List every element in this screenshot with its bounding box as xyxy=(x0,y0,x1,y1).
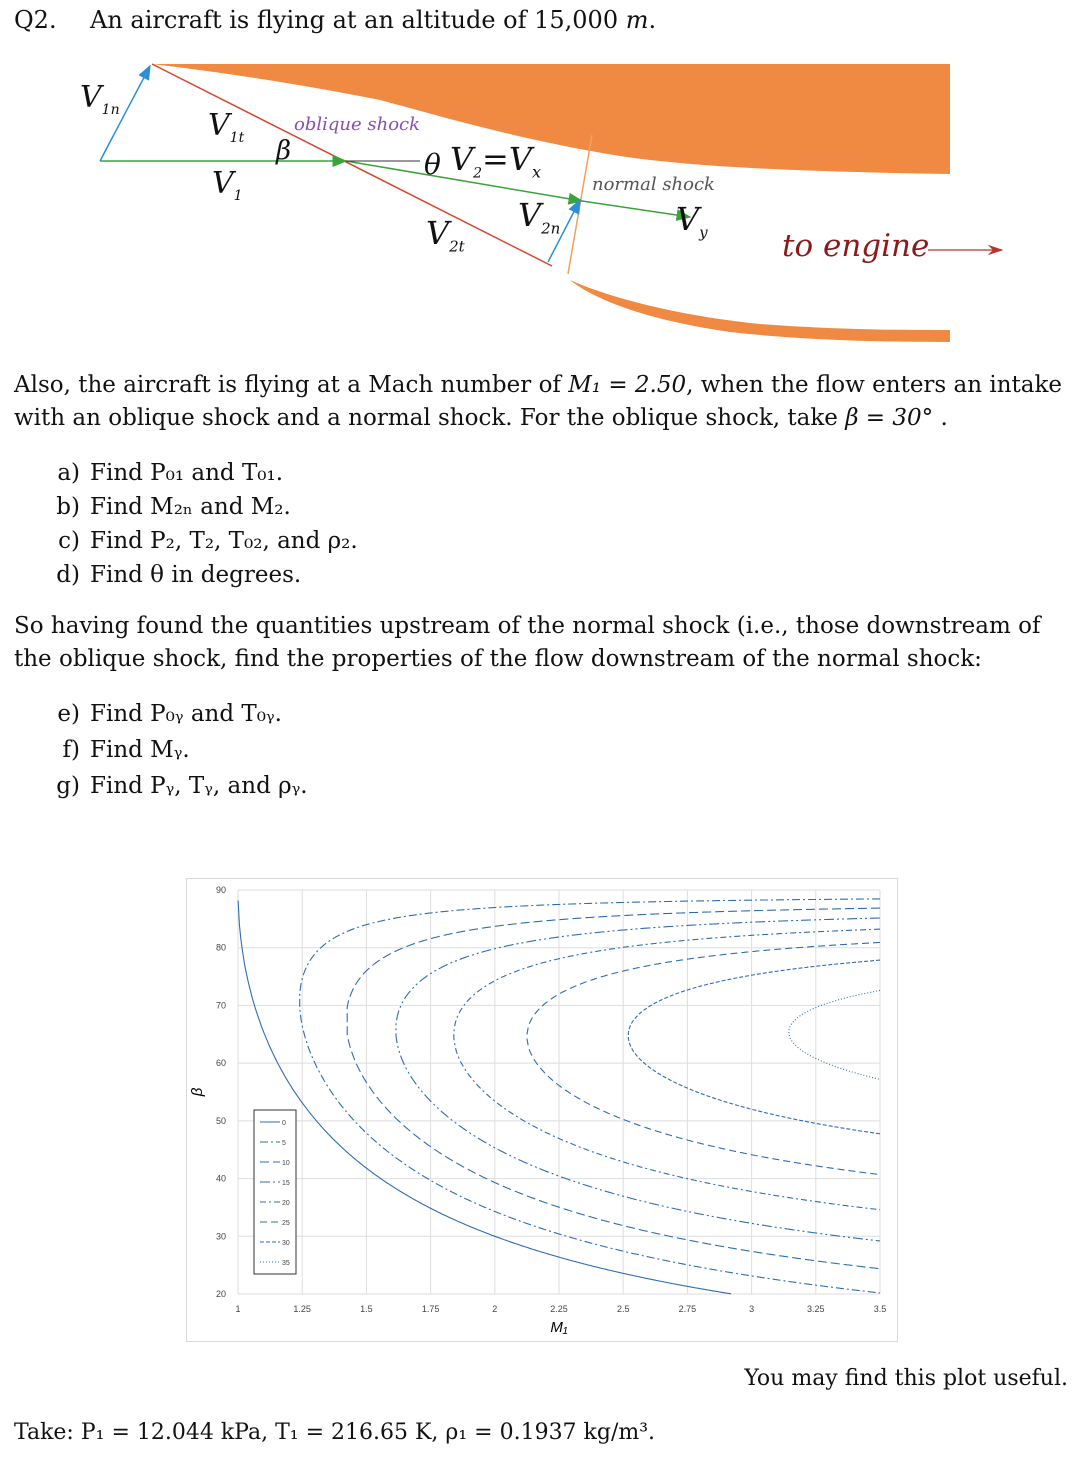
label-beta: β xyxy=(276,136,292,166)
y-tick-label: 70 xyxy=(215,1000,226,1011)
y-tick-label: 90 xyxy=(215,885,226,895)
part-e: e) Find P₀ᵧ and T₀ᵧ. xyxy=(57,701,282,727)
legend-label-0: 0 xyxy=(282,1120,286,1127)
x-tick-label: 3 xyxy=(749,1304,755,1314)
normal-shock-line xyxy=(568,135,592,274)
x-tick-label: 2.5 xyxy=(616,1304,630,1314)
legend-label-20: 20 xyxy=(282,1200,290,1207)
x-tick-label: 1.75 xyxy=(421,1304,440,1314)
x-tick-label: 1.25 xyxy=(293,1304,311,1314)
part-d: d) Find θ in degrees. xyxy=(56,562,302,588)
label-v1t: $V_{1t}$ xyxy=(208,108,245,146)
label-v1: $V_1$ xyxy=(212,166,243,204)
part-a: a) Find P₀₁ and T₀₁. xyxy=(57,460,284,486)
upper-intake-wall xyxy=(152,64,950,174)
label-vy: $V_y$ xyxy=(676,200,708,242)
given-values: Take: P₁ = 12.044 kPa, T₁ = 216.65 K, ρ₁ = 0.1937 kg/m³. xyxy=(14,1420,656,1445)
y-tick-label: 80 xyxy=(215,942,226,953)
x-tick-label: 3.5 xyxy=(873,1304,887,1314)
question-title-text: An aircraft is flying at an altitude of 15,000 xyxy=(90,6,626,34)
legend-box xyxy=(254,1110,296,1274)
legend-label-10: 10 xyxy=(282,1160,290,1167)
question-title xyxy=(90,6,656,34)
part-f: f) Find Mᵧ. xyxy=(62,737,190,763)
normal-shock-paragraph: So having found the quantities upstream of the normal shock (i.e., those downstream of the oblique shock, find the properties of the flow downstream of the normal shock: xyxy=(14,613,1041,672)
part-b: b) Find M₂ₙ and M₂. xyxy=(56,494,291,520)
chart-x-label: M₁ xyxy=(550,1319,568,1336)
legend-label-30: 30 xyxy=(282,1240,290,1247)
x-tick-label: 2 xyxy=(492,1304,498,1314)
label-v2-vx: $V_2=V_x$ xyxy=(450,140,541,182)
y-tick-label: 40 xyxy=(215,1173,226,1184)
legend-label-35: 35 xyxy=(282,1260,290,1267)
chart-y-label: β xyxy=(189,1087,206,1097)
y-tick-label: 50 xyxy=(215,1115,226,1126)
x-tick-label: 2.75 xyxy=(678,1304,697,1314)
x-tick-label: 1.5 xyxy=(360,1304,373,1314)
x-tick-label: 3.25 xyxy=(807,1304,825,1314)
vy-arrow xyxy=(582,201,690,217)
y-tick-label: 60 xyxy=(215,1058,226,1069)
question-title-unit: m xyxy=(625,6,649,34)
label-v2n: $V_{2n}$ xyxy=(518,196,561,238)
legend-label-15: 15 xyxy=(282,1180,290,1187)
label-normal-shock: normal shock xyxy=(592,174,715,195)
label-theta: θ xyxy=(424,148,441,181)
part-c: c) Find P₂, T₂, T₀₂, and ρ₂. xyxy=(58,528,358,554)
question-number: Q2. xyxy=(14,6,57,34)
beta-theta-mach-chart xyxy=(186,878,898,1342)
parts-list-2 xyxy=(42,696,308,804)
x-tick-label: 1 xyxy=(235,1304,241,1314)
label-to-engine: to engine xyxy=(782,228,930,264)
legend-label-25: 25 xyxy=(282,1220,290,1227)
parts-list-1 xyxy=(42,456,358,592)
plot-hint: You may find this plot useful. xyxy=(744,1366,1068,1391)
part-g: g) Find Pᵧ, Tᵧ, and ρᵧ. xyxy=(56,773,308,799)
y-tick-label: 30 xyxy=(215,1231,226,1242)
label-oblique-shock: oblique shock xyxy=(294,114,421,135)
question-title-end: . xyxy=(648,6,657,34)
lower-intake-wall xyxy=(570,280,950,342)
problem-paragraph: Also, the aircraft is flying at a Mach number of M₁ = 2.50, when the flow enters an intake with an oblique shock and a normal shock. For the oblique shock, take β = 30° . xyxy=(14,372,1063,431)
y-tick-label: 20 xyxy=(215,1289,226,1299)
legend-label-5: 5 xyxy=(282,1140,286,1147)
chart-legend xyxy=(254,1110,296,1274)
label-v1n: $V_{1n}$ xyxy=(80,80,120,118)
x-tick-label: 2.25 xyxy=(550,1304,568,1314)
label-v2t: $V_{2t}$ xyxy=(426,214,465,256)
